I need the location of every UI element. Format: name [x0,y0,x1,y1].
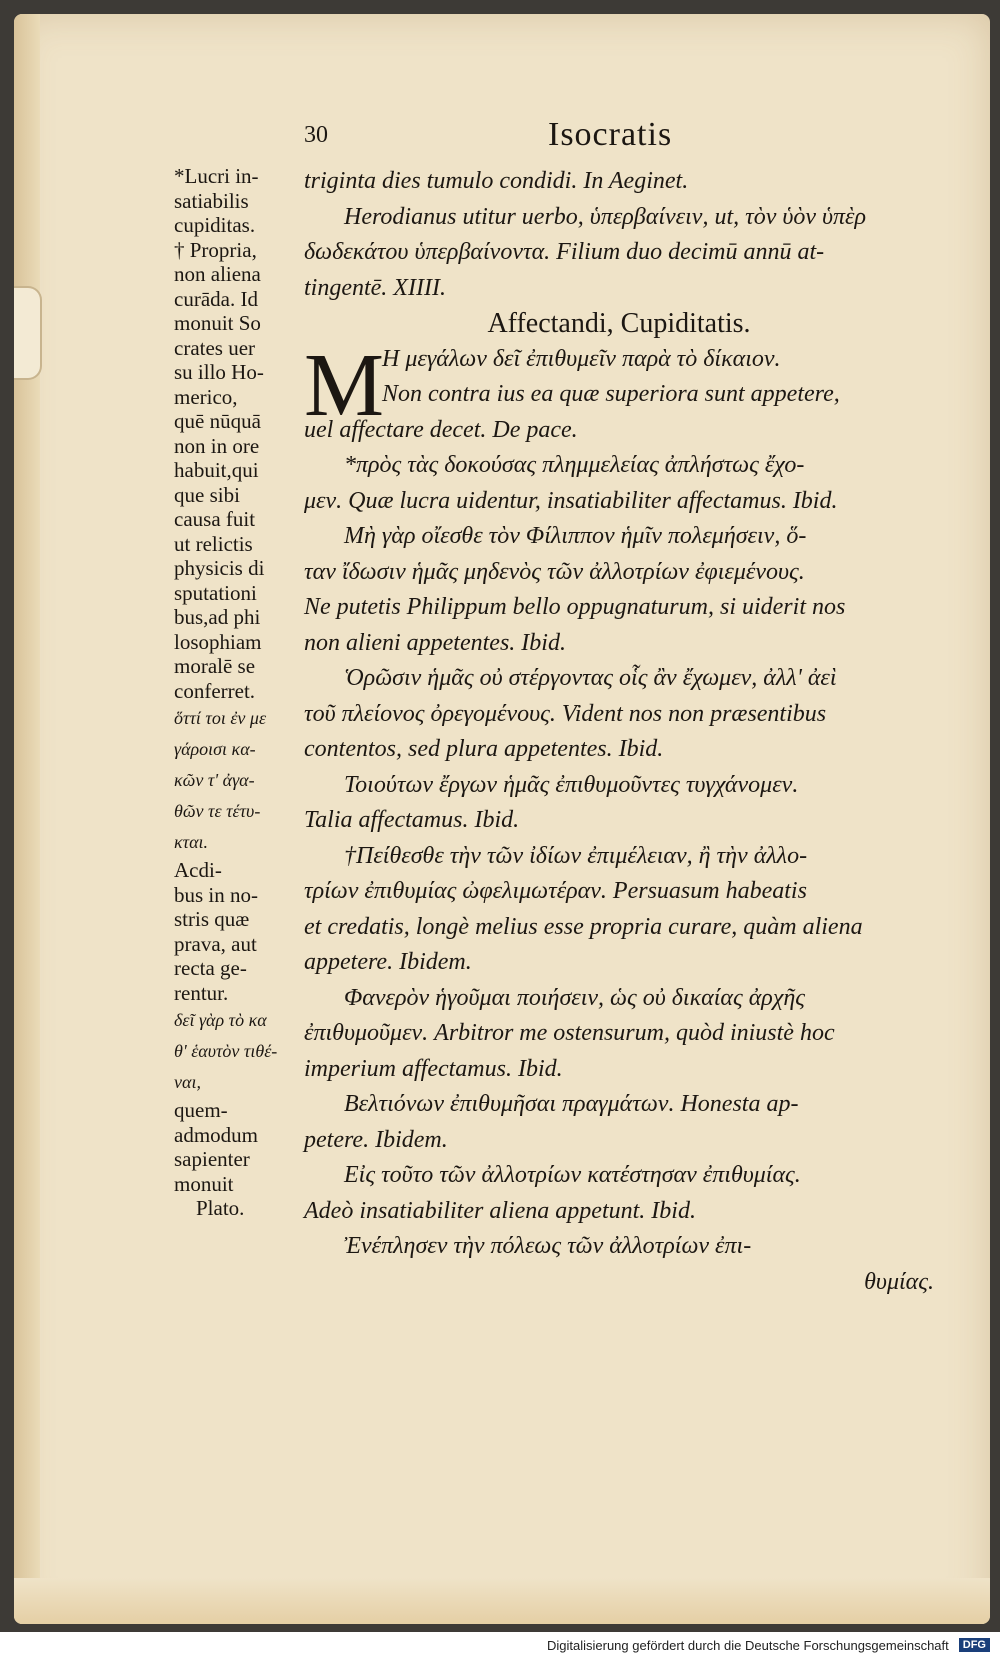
text-line: Talia affectamus. Ibid. [304,807,520,833]
book-page [14,14,990,1624]
text-line: τοῦ πλείονος ὀρεγομένους. Vident nos non præsentibus [304,700,827,727]
text-line: Herodianus utitur uerbo, ὑπερβαίνειν, ut, τὸν ὑὸν ὑπὲρ [344,203,867,230]
text-line: Ne putetis Philippum bello oppugnaturum, si uiderit nos [304,594,846,620]
margin-note: quem- admodum sapienter monuit [174,1098,258,1196]
text-line: Ὁρῶσιν ἡμᾶς οὐ στέργοντας οἷς ἂν ἔχωμεν, ἀλλ' ἀεὶ [344,665,837,691]
text-line: Affectandi, Cupiditatis. [487,308,751,339]
text-line: Μὴ γὰρ οἴεσθε τὸν Φίλιππον ἡμῖν πολεμήσειν, ὅ- [344,523,807,549]
dfg-logo: DFG [959,1638,990,1652]
text-line: tingentē. XIIII. [304,274,446,301]
margin-note: *Lucri in- satiabilis cupiditas. [174,164,259,237]
text-line: ἐπιθυμοῦμεν. Arbitror me ostensurum, quòd iniustè hoc [304,1020,835,1046]
margin-notes [174,164,296,1221]
text-line: μεν. Quæ lucra uidentur, insatiabiliter affectamus. Ibid. [304,487,838,514]
text-line: Εἰς τοῦτο τῶν ἀλλοτρίων κατέστησαν ἐπιθυμίας. [344,1162,801,1188]
text-line: *πρὸς τὰς δοκούσας πλημμελείας ἀπλήστως ἔχο- [344,452,805,478]
dropcap-letter: M [304,335,385,435]
text-line: appetere. Ibidem. [304,949,472,975]
margin-note: ὅττί τοι ἐν με γάροισι κα- κῶν τ' ἀγα- θῶν τε τέτυ- κται. [174,708,267,852]
main-text [304,164,934,1300]
footer-credit: Digitalisierung gefördert durch die Deutsche Forschungsgemeinschaft [546,1638,949,1653]
text-line: Η μεγάλων δεῖ ἐπιθυμεῖν παρὰ τὸ δίκαιον. [382,345,781,372]
text-line: ταν ἴδωσιν ἡμᾶς μηδενὸς τῶν ἀλλοτρίων ἐφιεμένους. [304,558,805,585]
text-line: non alieni appetentes. Ibid. [304,629,566,656]
text-line: et credatis, longè melius esse propria curare, quàm aliena [304,913,863,940]
text-line: Ἐνέπλησεν τὴν πόλεως τῶν ἀλλοτρίων ἐπι- [344,1233,752,1259]
text-line: Adeò insatiabiliter aliena appetunt. Ibid. [304,1197,696,1224]
text-line: δωδεκάτου ὑπερβαίνοντα. Filium duo decimū annū at- [304,239,825,265]
text-line: triginta dies tumulo condidi. In Aeginet. [304,168,689,194]
text-line: imperium affectamus. Ibid. [304,1055,563,1082]
text-line: uel affectare decet. De pace. [304,416,578,443]
text-line: petere. Ibidem. [304,1126,448,1153]
running-title: Isocratis [548,116,673,153]
page-number: 30 [304,122,328,148]
margin-note: Acdi- bus in no- stris quæ prava, aut recta ge- rentur. [174,858,258,1005]
text-line: Βελτιόνων ἐπιθυμῆσαι πραγμάτων. Honesta ap- [344,1091,799,1117]
margin-note: Plato. [196,1196,245,1220]
digitization-footer [0,1632,1000,1658]
margin-note: † Propria, non aliena curāda. Id monuit So crates uer su illo Ho- merico, quē nūquā non in ore habuit,qui que sibi causa fuit ut relictis physicis di sputationi bus,ad phi losophiam moralē se conferret. [174,237,265,703]
page-tab-marker [14,286,42,380]
text-line: Φανερὸν ἡγοῦμαι ποιήσειν, ὡς οὐ δικαίας ἀρχῆς [344,984,806,1011]
page-header [304,116,924,156]
text-line: Τοιούτων ἔργων ἡμᾶς ἐπιθυμοῦντες τυγχάνομεν. [344,771,799,798]
page-edge [14,14,40,1624]
text-line: †Πείθεσθε τὴν τῶν ἰδίων ἐπιμέλειαν, ἢ τὴν ἀλλο- [344,842,808,869]
text-line: θυμίας. [864,1268,934,1295]
page-bottom-edge [14,1578,990,1624]
text-line: contentos, sed plura appetentes. Ibid. [304,736,664,762]
margin-note: δεῖ γὰρ τὸ κα θ' ἑαυτὸν τιθέ- ναι, [174,1010,278,1092]
text-line: Non contra ius ea quæ superiora sunt appetere, [382,381,840,407]
text-line: τρίων ἐπιθυμίας ὠφελιμωτέραν. Persuasum habeatis [304,878,807,904]
